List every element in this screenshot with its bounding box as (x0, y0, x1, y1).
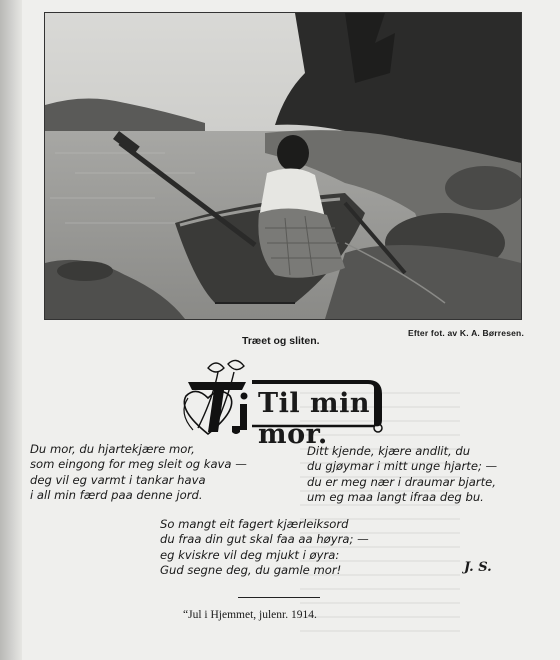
stanza-right (307, 444, 497, 505)
photo-credit: Efter fot. av K. A. Børresen. (408, 328, 525, 338)
poem-signature: J. S. (464, 560, 492, 575)
poem-line: Gud segne deg, du gamle mor! (160, 562, 342, 577)
photograph-boat-on-shore (44, 12, 522, 320)
stanza-center (160, 517, 369, 578)
poem-line: du fraa din gut skal faa aa høyra; — (160, 532, 369, 547)
poem-line: du gjøymar i mitt unge hjarte; — (307, 459, 498, 474)
photo-caption: Træet og sliten. (242, 335, 320, 347)
poem-line: eg kviskre vil deg mjukt i øyra: (160, 547, 340, 562)
poem-line: Ditt kjende, kjære andlit, du (307, 444, 471, 458)
poem-line: um eg maa langt ifraa deg bu. (307, 489, 484, 504)
divider (238, 597, 320, 598)
stanza-left (30, 442, 247, 503)
poem-line: du er meg nær i draumar bjarte, (307, 474, 496, 489)
source-citation: “Jul i Hjemmet, julenr. 1914. (183, 609, 317, 621)
poem-line: So mangt eit fagert kjærleiksord (160, 517, 349, 531)
poem-line: i all min færd paa denne jord. (30, 487, 203, 502)
heading-title: Til min mor. (258, 388, 370, 450)
scan-edge-shadow (0, 0, 22, 660)
poem-heading (168, 358, 390, 450)
poem-line: deg vil eg varmt i tankar hava (30, 472, 206, 487)
poem-line: Du mor, du hjartekjære mor, (30, 442, 195, 456)
poem-line: som eingong for meg sleit og kava — (30, 457, 247, 472)
